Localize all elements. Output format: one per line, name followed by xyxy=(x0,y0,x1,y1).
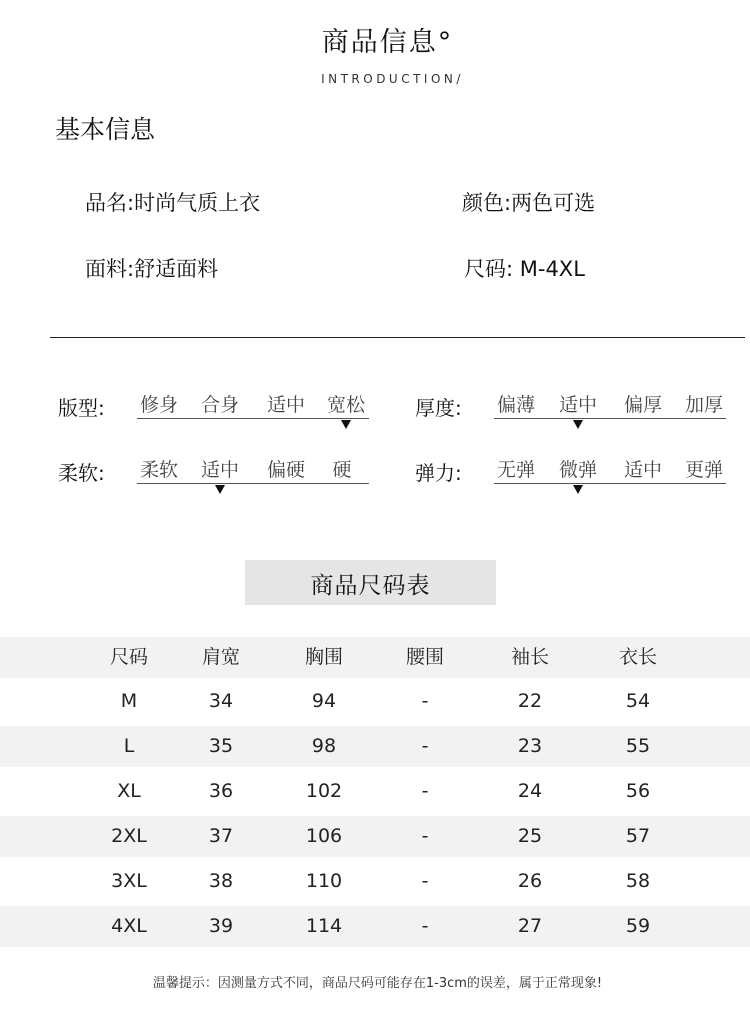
table-cell: - xyxy=(421,735,429,757)
attr-option: 柔软 xyxy=(139,459,179,481)
attr-option: 宽松 xyxy=(326,394,366,416)
table-cell: 38 xyxy=(208,870,234,892)
attr-label-elasticity: 弹力: xyxy=(415,461,462,485)
table-cell: 55 xyxy=(625,735,651,757)
table-cell: 110 xyxy=(305,870,343,892)
table-cell: 57 xyxy=(625,825,651,847)
table-cell: 94 xyxy=(311,690,337,712)
product-fabric: 面料:舒适面料 xyxy=(85,257,219,281)
attr-option: 硬 xyxy=(332,459,352,481)
table-cell: - xyxy=(421,825,429,847)
attr-label-thickness: 厚度: xyxy=(415,396,462,420)
table-cell: - xyxy=(421,780,429,802)
selected-marker-icon xyxy=(573,485,583,494)
scale-line xyxy=(494,418,726,419)
attr-scale-thickness xyxy=(494,390,726,430)
table-cell: 56 xyxy=(625,780,651,802)
product-name: 品名:时尚气质上衣 xyxy=(85,191,261,215)
table-cell: 114 xyxy=(305,915,343,937)
table-cell: 39 xyxy=(208,915,234,937)
scale-line xyxy=(137,483,369,484)
table-cell: L xyxy=(123,735,135,757)
page-title: 商品信息° xyxy=(321,27,454,58)
attr-label-fit: 版型: xyxy=(58,396,105,420)
table-cell: 26 xyxy=(517,870,543,892)
table-cell: - xyxy=(421,870,429,892)
attr-option: 适中 xyxy=(266,394,306,416)
table-cell: 37 xyxy=(208,825,234,847)
selected-marker-icon xyxy=(573,420,583,429)
table-cell: 22 xyxy=(517,690,543,712)
attr-option: 适中 xyxy=(558,394,598,416)
table-cell: - xyxy=(421,915,429,937)
attr-option: 微弹 xyxy=(558,459,598,481)
table-cell: 2XL xyxy=(111,825,147,847)
page-subtitle: INTRODUCTION/ xyxy=(321,72,464,86)
basic-info-heading: 基本信息 xyxy=(55,115,156,144)
table-cell: 106 xyxy=(305,825,343,847)
table-row xyxy=(0,726,750,767)
attr-option: 更弹 xyxy=(684,459,724,481)
table-cell: 25 xyxy=(517,825,543,847)
table-row xyxy=(0,861,750,902)
attr-scale-fit xyxy=(137,390,369,430)
attr-option: 合身 xyxy=(200,394,240,416)
column-header: 腰围 xyxy=(405,646,445,668)
product-size: 尺码: M-4XL xyxy=(464,257,585,281)
table-cell: 36 xyxy=(208,780,234,802)
selected-marker-icon xyxy=(215,485,225,494)
attr-option: 适中 xyxy=(623,459,663,481)
table-cell: 27 xyxy=(517,915,543,937)
table-cell: 4XL xyxy=(111,915,147,937)
scale-line xyxy=(494,483,726,484)
table-cell: 3XL xyxy=(111,870,147,892)
scale-line xyxy=(137,418,369,419)
attr-option: 偏硬 xyxy=(266,459,306,481)
table-cell: XL xyxy=(117,780,141,802)
column-header: 尺码 xyxy=(109,646,149,668)
attr-scale-softness xyxy=(137,455,369,495)
table-cell: 24 xyxy=(517,780,543,802)
table-cell: 23 xyxy=(517,735,543,757)
table-row xyxy=(0,906,750,947)
table-cell: 54 xyxy=(625,690,651,712)
attr-option: 偏厚 xyxy=(623,394,663,416)
table-cell: 98 xyxy=(311,735,337,757)
column-header: 衣长 xyxy=(618,646,658,668)
table-cell: 59 xyxy=(625,915,651,937)
attr-option: 加厚 xyxy=(684,394,724,416)
table-cell: - xyxy=(421,690,429,712)
table-cell: 102 xyxy=(305,780,343,802)
table-cell: 58 xyxy=(625,870,651,892)
table-cell: 35 xyxy=(208,735,234,757)
table-cell: M xyxy=(120,690,138,712)
selected-marker-icon xyxy=(341,420,351,429)
column-header: 胸围 xyxy=(304,646,344,668)
product-color: 颜色:两色可选 xyxy=(462,191,596,215)
measurement-note: 温馨提示：因测量方式不同，商品尺码可能存在1-3cm的误差，属于正常现象! xyxy=(152,976,603,991)
table-cell: 34 xyxy=(208,690,234,712)
table-row xyxy=(0,816,750,857)
attr-option: 无弹 xyxy=(496,459,536,481)
section-divider xyxy=(50,337,745,338)
attr-option: 适中 xyxy=(200,459,240,481)
attr-option: 修身 xyxy=(139,394,179,416)
attr-scale-elasticity xyxy=(494,455,726,495)
size-table-title: 商品尺码表 xyxy=(310,573,431,599)
table-header-row xyxy=(0,637,750,678)
table-row xyxy=(0,681,750,722)
table-row xyxy=(0,771,750,812)
attr-label-softness: 柔软: xyxy=(58,461,105,485)
attr-option: 偏薄 xyxy=(496,394,536,416)
column-header: 肩宽 xyxy=(201,646,241,668)
column-header: 袖长 xyxy=(510,646,550,668)
